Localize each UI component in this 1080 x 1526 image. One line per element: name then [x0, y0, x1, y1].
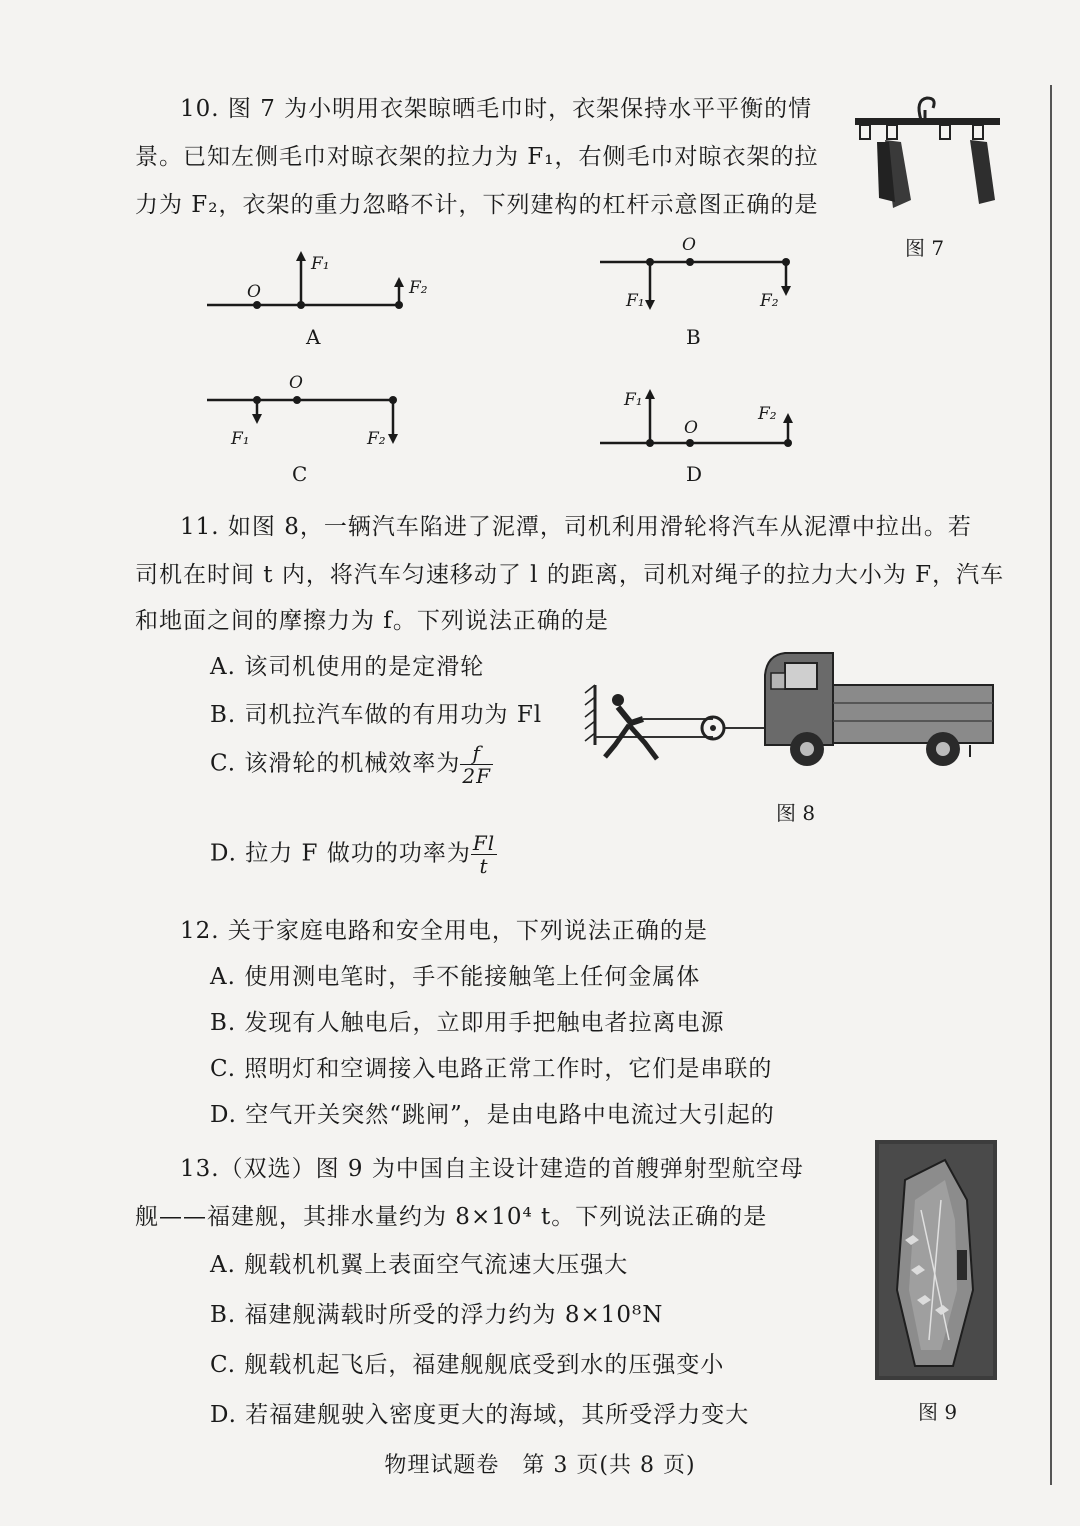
q12-option-c: C. 照明灯和空调接入电路正常工作时，它们是串联的 [210, 1056, 773, 1082]
figure-7-hanger [855, 90, 1005, 220]
q11-option-c [210, 742, 493, 787]
option-label-c: C [292, 462, 308, 486]
lever-b-f2-label: F₂ [760, 291, 779, 311]
q12-option-d: D. 空气开关突然“跳闸”，是由电路中电流过大引起的 [210, 1102, 775, 1128]
option-label-d: D [686, 462, 703, 486]
lever-diagram-d [600, 385, 820, 455]
lever-diagram-c [205, 372, 425, 462]
lever-a-f2-label: F₂ [409, 278, 428, 298]
lever-d-f2-label: F₂ [758, 404, 777, 424]
q11-option-d [210, 832, 497, 877]
lever-diagram-b [600, 232, 820, 322]
figure-8-truck-pulley [585, 645, 1000, 775]
q10-line-1: 10. 图 7 为小明用衣架晾晒毛巾时，衣架保持水平平衡的情 [180, 96, 813, 122]
page-footer: 物理试题卷 第 3 页(共 8 页) [384, 1453, 696, 1478]
q12-option-b: B. 发现有人触电后，立即用手把触电者拉离电源 [210, 1010, 725, 1036]
lever-a-pivot-label: O [247, 282, 261, 302]
lever-a-f1-label: F₁ [311, 254, 330, 274]
q11-line-3: 和地面之间的摩擦力为 f。下列说法正确的是 [135, 608, 609, 634]
option-label-b: B [686, 325, 701, 349]
q13-option-d: D. 若福建舰驶入密度更大的海域，其所受浮力变大 [210, 1402, 750, 1428]
figure-8-caption: 图 8 [776, 801, 816, 825]
q12-option-a: A. 使用测电笔时，手不能接触笔上任何金属体 [210, 964, 701, 990]
lever-b-pivot-label: O [682, 235, 696, 255]
lever-diagram-a [205, 245, 445, 325]
q11-option-d-text: D. 拉力 F 做功的功率为 [210, 840, 471, 867]
q10-line-2: 景。已知左侧毛巾对晾衣架的拉力为 F₁，右侧毛巾对晾衣架的拉 [135, 144, 819, 170]
q11-option-b: B. 司机拉汽车做的有用功为 Fl [210, 702, 543, 728]
lever-c-f1-label: F₁ [231, 429, 250, 449]
figure-7-caption: 图 7 [905, 236, 945, 260]
q13-option-b: B. 福建舰满载时所受的浮力约为 8×10⁸N [210, 1302, 664, 1328]
q13-line-2: 舰——福建舰，其排水量约为 8×10⁴ t。下列说法正确的是 [135, 1204, 768, 1230]
lever-b-f1-label: F₁ [626, 291, 645, 311]
lever-c-pivot-label: O [289, 373, 303, 393]
figure-9-caption: 图 9 [918, 1400, 958, 1424]
q13-option-a: A. 舰载机机翼上表面空气流速大压强大 [210, 1252, 629, 1278]
q11-line-2: 司机在时间 t 内，将汽车匀速移动了 l 的距离，司机对绳子的拉力大小为 F，汽车 [135, 562, 1005, 588]
q10-line-3: 力为 F₂，衣架的重力忽略不计，下列建构的杠杆示意图正确的是 [135, 192, 819, 218]
q12-stem: 12. 关于家庭电路和安全用电，下列说法正确的是 [180, 918, 708, 944]
q11-option-d-fraction: $\frac{Fl}{t}$ [472, 831, 496, 878]
q13-line-1: 13.（双选）图 9 为中国自主设计建造的首艘弹射型航空母 [180, 1156, 804, 1182]
q11-line-1: 11. 如图 8，一辆汽车陷进了泥潭，司机利用滑轮将汽车从泥潭中拉出。若 [180, 514, 972, 540]
figure-9-carrier-photo [875, 1140, 997, 1380]
q11-option-c-fraction: $\frac{f}{2F}$ [462, 741, 492, 788]
q11-option-a: A. 该司机使用的是定滑轮 [210, 654, 485, 680]
lever-c-f2-label: F₂ [367, 429, 386, 449]
option-label-a: A [306, 325, 321, 349]
q13-option-c: C. 舰载机起飞后，福建舰舰底受到水的压强变小 [210, 1352, 725, 1378]
margin-rule [1050, 85, 1052, 1485]
q11-option-c-text: C. 该滑轮的机械效率为 [210, 750, 461, 777]
lever-d-f1-label: F₁ [624, 390, 643, 410]
lever-d-pivot-label: O [684, 418, 698, 438]
